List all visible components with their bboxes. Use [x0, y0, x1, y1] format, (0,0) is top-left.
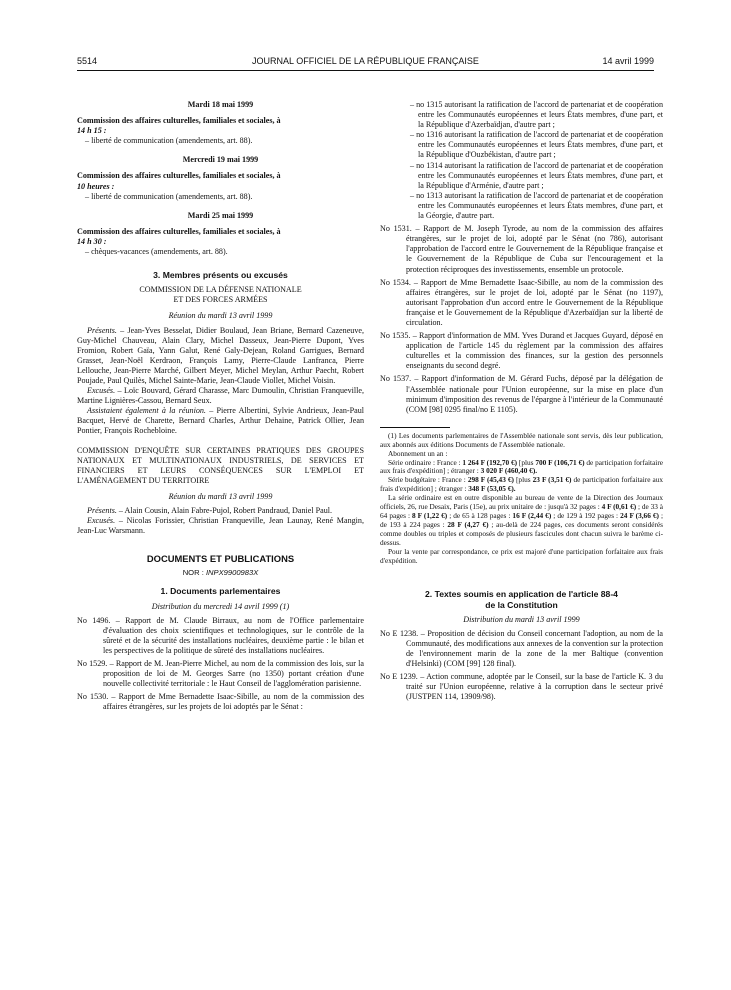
footnote-paragraph: Abonnement un an : — [388, 448, 448, 458]
assist-paragraph: Assistaient également à la réunion. – Pierre Albertini, Sylvie Andrieux, Jean-Paul Bacquet, Hervé de Charette, Bernard Charles, Arthur Dehaine, Patrick Ollier, Jean Pontier, François Rochebloine. — [77, 406, 364, 436]
meeting-date: Mercredi 19 mai 1999 — [182, 155, 259, 165]
commission-title: COMMISSION D'ENQUÊTE SUR CERTAINES PRATIQUES DES GROUPES NATIONAUX ET MULTINATIONAUX INDUSTRIELS, DE SERVICES ET FINANCIERS ET LEURS CONSÉQUENCES SUR L'EMPLOI ET L'AMÉNAGEMENT DU TERRITOIRE — [77, 445, 364, 485]
header-rule — [77, 70, 654, 71]
meeting-time: 14 h 15 : — [77, 126, 107, 136]
meeting-time: 14 h 30 : — [77, 236, 107, 246]
sub-item: – no 1316 autorisant la ratification de l'accord de partenariat et de coopération entre les Communautés européennes et leurs États membres, d'une part, et la République d'Ouzbékistan, d'autre part ; — [410, 130, 663, 160]
report-item: No 1531. – Rapport de M. Joseph Tyrode, au nom de la commission des affaires étrangères, sur le projet de loi, adopté par le Sénat (no 786), autorisant l'approbation de l'accord entre le Gouvernement de la République française et le Gouvernement de la République de Cuba sur l'encouragement et la protection réciproques des investissements, ensemble un protocole. — [380, 224, 663, 274]
right-column — [380, 100, 663, 702]
e-item: No E 1239. – Action commune, adoptée par le Conseil, sur la base de l'article K. 3 du traité sur l'Union européenne, relative à la corruption dans le secteur privé (JUSTPEN 114, 13909/98). — [380, 672, 663, 702]
journal-title: JOURNAL OFFICIEL DE LA RÉPUBLIQUE FRANÇAISE — [252, 56, 479, 66]
nor-reference: NOR : INPX9900983X — [182, 568, 259, 578]
report-item: No 1529. – Rapport de M. Jean-Pierre Michel, au nom de la commission des lois, sur la proposition de loi de M. Georges Sarre (no 1350) portant création d'une nouvelle collectivité territoriale : le Haut Conseil de l'agglomération parisienne. — [77, 659, 364, 689]
report-item: No 1534. – Rapport de Mme Bernadette Isaac-Sibille, au nom de la commission des affaires étrangères, sur le projet de loi, adopté par le Sénat (no 1197), autorisant l'approbation d'un accord entre le Gouvernement de la République française et le Gouvernement de la République d'Azerbaïdjan sur la liberté de circulation. — [380, 277, 663, 327]
meeting-time: 10 heures : — [77, 181, 115, 191]
meeting-commission: Commission des affaires culturelles, familiales et sociales, à — [77, 226, 281, 236]
report-item: No 1537. – Rapport d'information de M. Gérard Fuchs, déposé par la délégation de l'Assemblée nationale pour l'Union européenne, sur la mise en place d'un minimum d'imposition des revenus de l'épargne à l'intérieur de la Communauté (COM [98] 0295 final/no E 1105). — [380, 374, 663, 414]
report-item: No 1535. – Rapport d'information de MM. Yves Durand et Jacques Guyard, déposé en application de l'article 145 du règlement par la commission des affaires culturelles et la commission des finances, sur la gestion des personnels enseignants du second degré. — [380, 331, 663, 371]
section-heading: 1. Documents parlementaires — [160, 586, 281, 597]
report-item: No 1530. – Rapport de Mme Bernadette Isaac-Sibille, au nom de la commission des affaires étrangères, sur les projets de loi adoptés par le Sénat : — [77, 692, 364, 712]
presents-paragraph: Présents. – Alain Cousin, Alain Fabre-Pujol, Robert Pandraud, Daniel Paul. — [87, 506, 333, 515]
page-number: 5514 — [77, 56, 98, 66]
sub-item: – no 1314 autorisant la ratification de l'accord de partenariat et de coopération entre les Communautés européennes et leurs États membres, d'une part, et la République d'Arménie, d'autre part ; — [410, 160, 663, 190]
meeting-item: – chèques-vacances (amendements, art. 88). — [85, 247, 228, 257]
excuses-paragraph: Excusés. – Loïc Bouvard, Gérard Charasse, Marc Dumoulin, Christian Franqueville, Martine Lignières-Cassou, Bernard Seux. — [77, 386, 364, 406]
docs-heading: DOCUMENTS ET PUBLICATIONS — [146, 553, 295, 565]
meeting-block — [77, 155, 364, 201]
reunion-date: Réunion du mardi 13 avril 1999 — [168, 491, 273, 501]
meeting-date: Mardi 25 mai 1999 — [187, 210, 254, 220]
left-column — [77, 100, 364, 713]
distribution-date: Distribution du mardi 13 avril 1999 — [463, 614, 580, 624]
section-heading: 2. Textes soumis en application de l'article 88-4 de la Constitution — [425, 589, 618, 610]
excuses-paragraph: Excusés. – Nicolas Forissier, Christian Franqueville, Jean Launay, René Mangin, Jean-Luc Warsmann. — [77, 516, 364, 536]
footnote — [380, 432, 663, 566]
sub-item: – no 1315 autorisant la ratification de l'accord de partenariat et de coopération entre les Communautés européennes et leurs États membres, d'une part, et la République d'Azerbaïdjan, d'autre part ; — [410, 100, 663, 130]
meeting-item: – liberté de communication (amendements, art. 88). — [85, 136, 253, 146]
footnote-paragraph: Série budgétaire : France : 298 F (45,43 €) [plus 23 F (3,51 €) de participation forfaitaire aux frais d'expédition] ; étranger : 348 F (53,05 €). — [380, 475, 664, 494]
e-item: No E 1238. – Proposition de décision du Conseil concernant l'adoption, au nom de la Communauté, des modifications aux annexes de la convention sur la protection de l'environnement marin de la zone de la mer Baltique (convention d'Helsinki) (COM [99] 128 final). — [380, 628, 663, 668]
page-header — [77, 56, 654, 70]
footnote-paragraph: La série ordinaire est en outre disponible au bureau de vente de la Direction des Journaux officiels, 26, rue Desaix, Paris (15e), au prix unitaire de : jusqu'à 32 pages : 4 F (0,61 €) ; de 33 à 64 pages : 8 F (1,22 €) ; de 65 à 128 pages : 16 F (2,44 €) ; de 129 à 192 pages : 24 F (3,66 €) ; de 193 à 224 pages : 28 F (4,27 €) ; au-delà de 224 pages, ces documents seront considérés comme doubles ou triples et composés de plusieurs fascicules dont chacun suivra le barème ci-dessus. — [380, 493, 664, 547]
footnote-paragraph: Série ordinaire : France : 1 264 F (192,70 €) [plus 700 F (106,71 €) de participation forfaitaire aux frais d'expédition] ; étranger : 3 020 F (460,40 €). — [380, 457, 664, 476]
section-heading: 3. Membres présents ou excusés — [153, 270, 288, 281]
distribution-date: Distribution du mercredi 14 avril 1999 (1) — [151, 601, 290, 611]
footnote-paragraph: (1) Les documents parlementaires de l'Assemblée nationale sont servis, dès leur publication, aux abonnés aux éditions Documents de l'Assemblée nationale. — [380, 430, 663, 449]
reunion-date: Réunion du mardi 13 avril 1999 — [168, 311, 273, 321]
footnote-paragraph: Pour la vente par correspondance, ce prix est majoré d'une participation forfaitaire aux frais d'expédition. — [380, 546, 663, 565]
meeting-block — [77, 211, 364, 257]
report-item: No 1496. – Rapport de M. Claude Birraux, au nom de l'Office parlementaire d'évaluation des choix scientifiques et technologiques, sur le contrôle de la sûreté et de la sécurité des installations nucléaires, deuxième partie : le bilan et les perspectives de la politique de sûreté des installations nucléaires. — [77, 615, 364, 655]
presents-paragraph: Présents. – Jean-Yves Besselat, Didier Boulaud, Jean Briane, Bernard Cazeneuve, Guy-Michel Chauveau, Alain Clary, Michel Dasseux, Jean-Pierre Dupont, Yves Fromion, Robert Gaïa, Yann Galut, René Galy-Dejean, Roland Garrigues, Bernard Grasset, Jean-Noël Kerdraon, François Lamy, Pierre-Claude Lanfranca, Pierre Lellouche, Jean-Pierre Marché, Gilbert Meyer, Michel Meylan, Arthur Paecht, Robert Poujade, Paul Quilès, Michel Sainte-Marie, Jean-Claude Viollet, Michel Voisin. — [77, 325, 364, 385]
sub-item: – no 1313 autorisant la ratification de l'accord de partenariat et de coopération entre les Communautés européennes et leurs États membres, d'une part, et la Géorgie, d'autre part. — [410, 190, 663, 221]
meeting-item: – liberté de communication (amendements, art. 88). — [85, 191, 253, 201]
footnote-rule — [380, 427, 450, 428]
meeting-commission: Commission des affaires culturelles, familiales et sociales, à — [77, 171, 281, 181]
meeting-commission: Commission des affaires culturelles, familiales et sociales, à — [77, 116, 281, 126]
commission-title: COMMISSION DE LA DÉFENSE NATIONALE ET DES FORCES ARMÉES — [139, 285, 302, 305]
issue-date: 14 avril 1999 — [602, 56, 654, 66]
meeting-block — [77, 100, 364, 146]
meeting-date: Mardi 18 mai 1999 — [187, 100, 254, 109]
